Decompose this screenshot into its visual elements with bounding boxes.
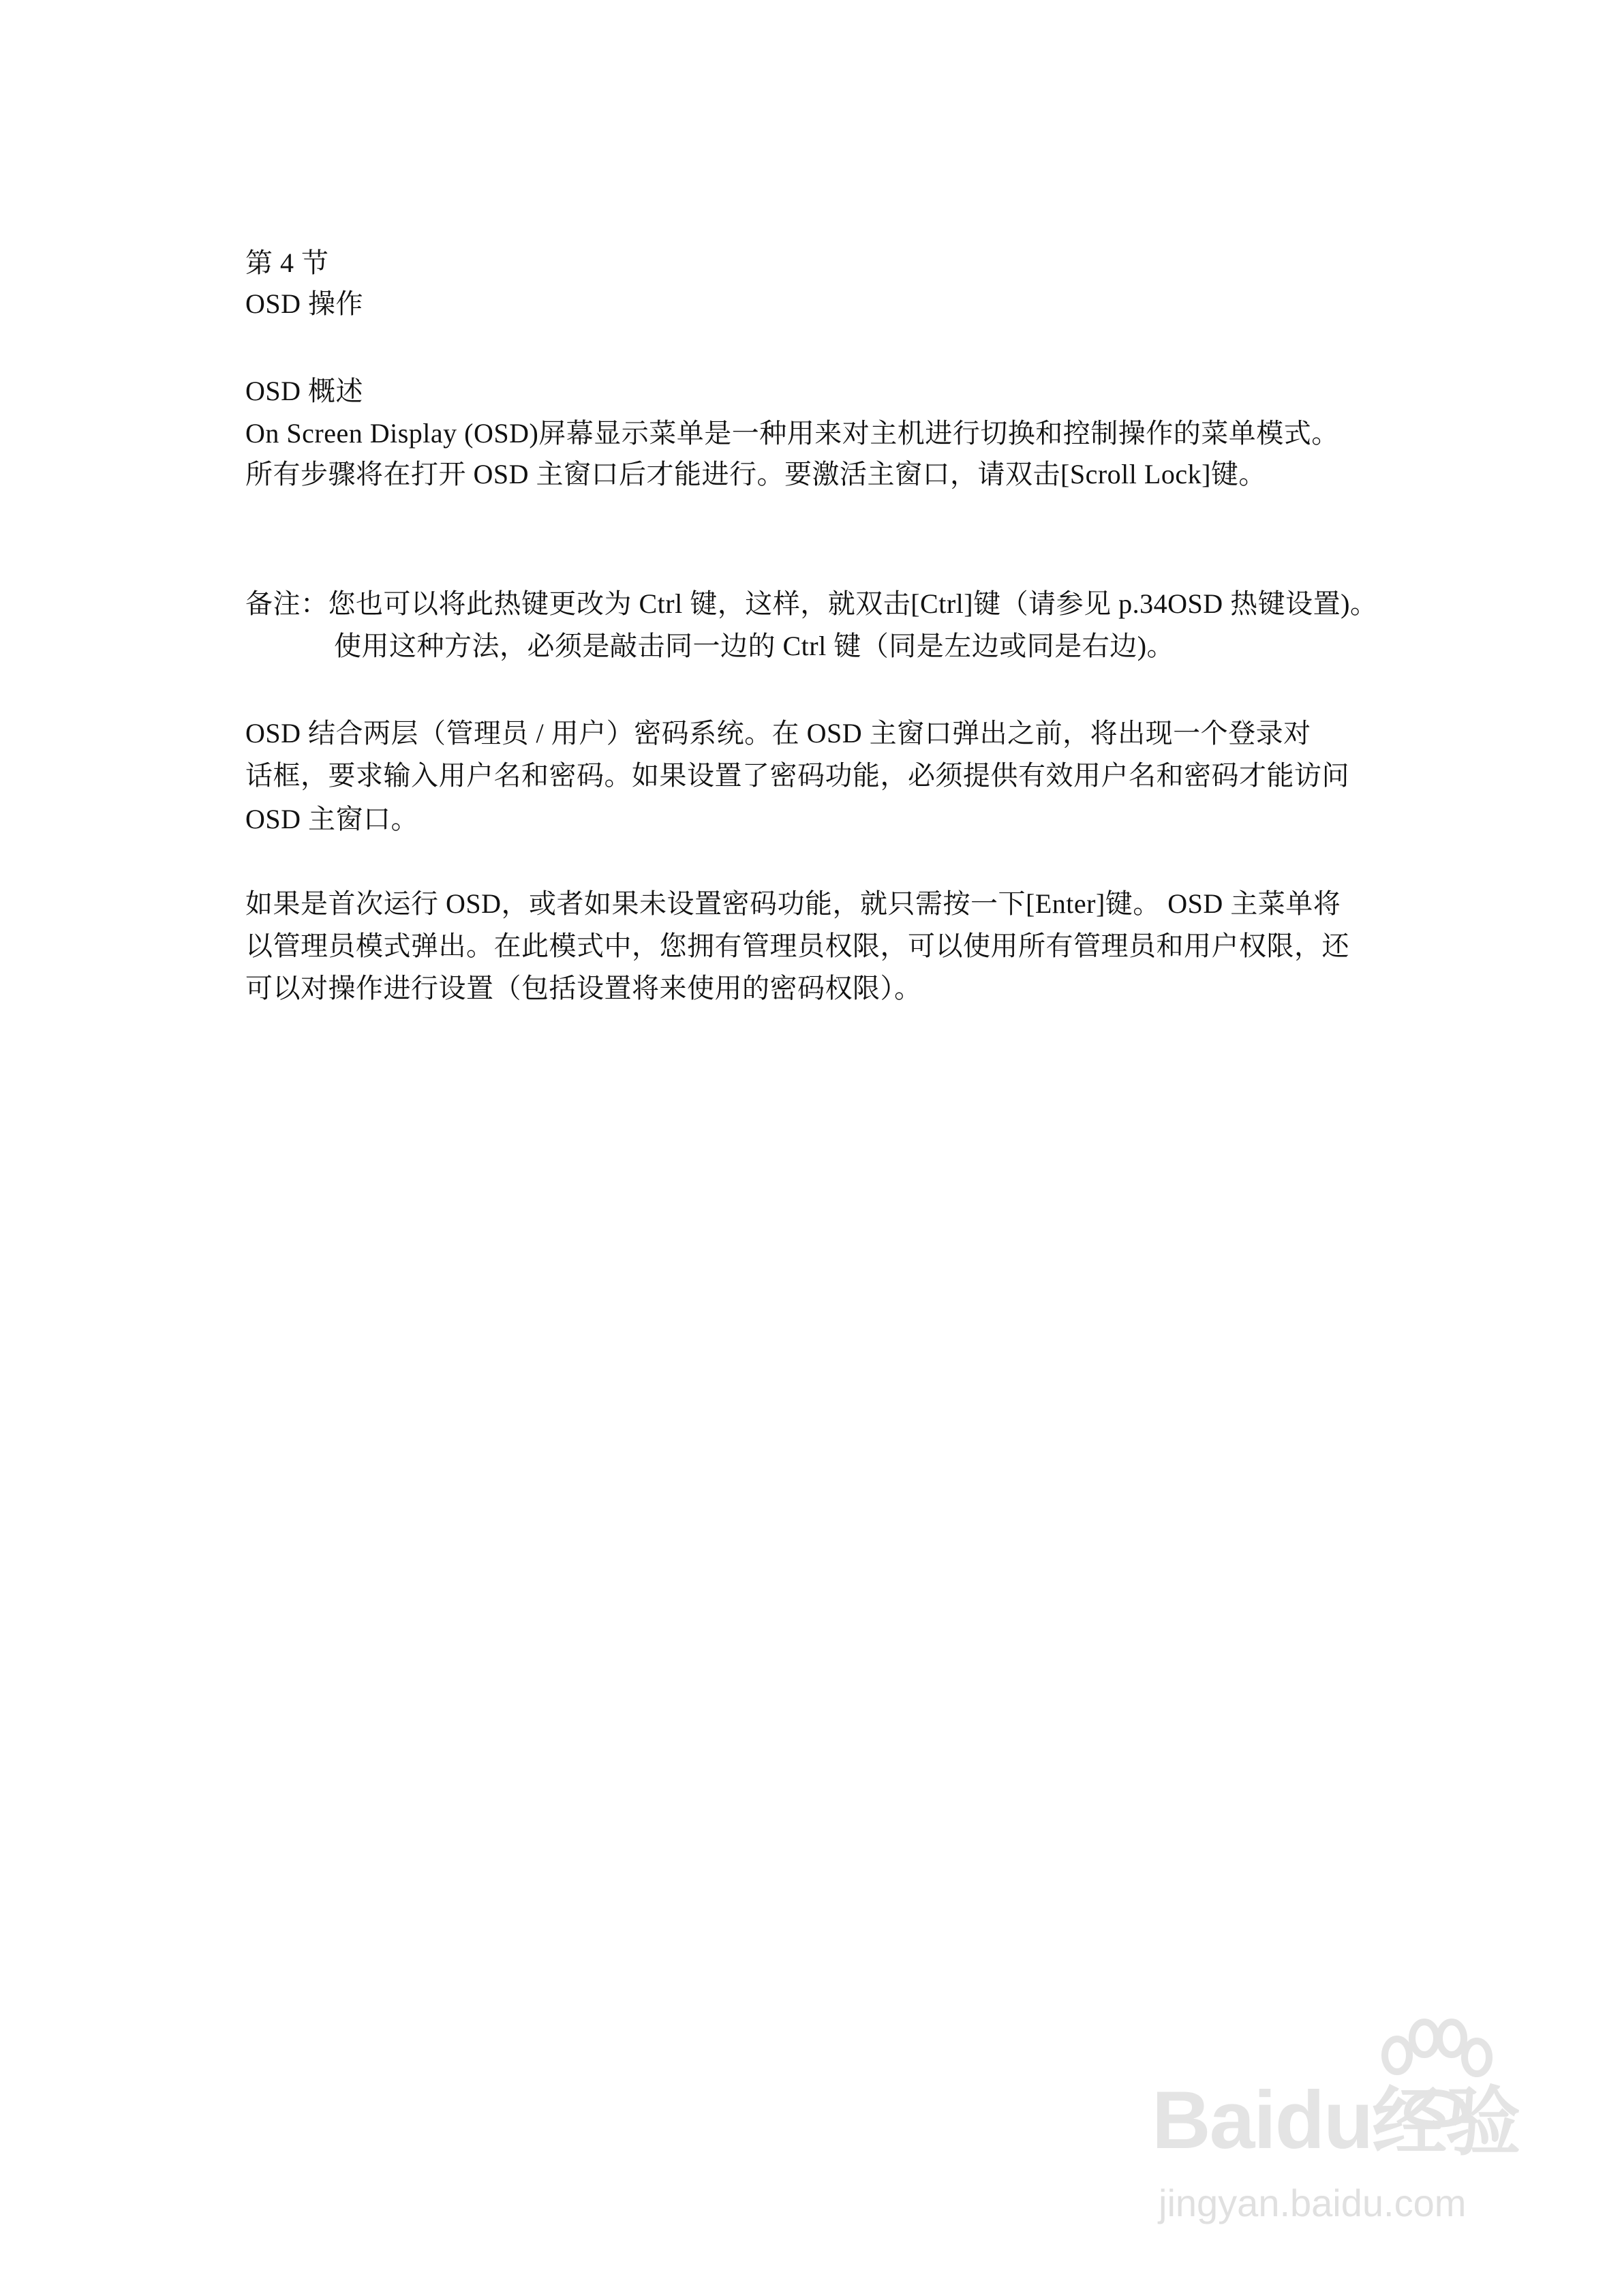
overview-line: On Screen Display (OSD)屏幕显示菜单是一种用来对主机进行切换和控制操作的菜单模式。 bbox=[245, 418, 1339, 449]
password-paragraph-line: OSD 结合两层（管理员 / 用户）密码系统。在 OSD 主窗口弹出之前，将出现一个登录对 bbox=[245, 718, 1311, 749]
watermark-logo bbox=[1152, 2072, 1519, 2171]
baidu-jingyan-watermark bbox=[1152, 2072, 1533, 2243]
watermark-site: jingyan.baidu.com bbox=[1159, 2181, 1467, 2224]
overview-line: 所有步骤将在打开 OSD 主窗口后才能进行。要激活主窗口，请双击[Scroll Lock]键。 bbox=[245, 459, 1266, 489]
first-run-paragraph-line: 以管理员模式弹出。在此模式中，您拥有管理员权限，可以使用所有管理员和用户权限，还 bbox=[245, 931, 1349, 961]
section-title: OSD 操作 bbox=[245, 288, 364, 319]
first-run-paragraph-line: 如果是首次运行 OSD，或者如果未设置密码功能，就只需按一下[Enter]键。 OSD 主菜单将 bbox=[245, 888, 1341, 919]
section-number: 第 4 节 bbox=[245, 247, 329, 278]
overview-heading: OSD 概述 bbox=[245, 376, 364, 406]
note-line: 备注：您也可以将此热键更改为 Ctrl 键，这样，就双击[Ctrl]键（请参见 p.34OSD 热键设置)。 bbox=[245, 588, 1378, 619]
logo-text-cn: 经验 bbox=[1372, 2081, 1520, 2164]
password-paragraph-line: 话框，要求输入用户名和密码。如果设置了密码功能，必须提供有效用户名和密码才能访问 bbox=[245, 760, 1349, 791]
logo-text-du: du bbox=[1274, 2074, 1373, 2166]
logo-text-bai: Bai bbox=[1152, 2074, 1275, 2166]
note-line-indented: 使用这种方法，必须是敲击同一边的 Ctrl 键（同是左边或同是右边)。 bbox=[334, 631, 1175, 661]
password-paragraph-line: OSD 主窗口。 bbox=[245, 804, 419, 834]
first-run-paragraph-line: 可以对操作进行设置（包括设置将来使用的密码权限）。 bbox=[245, 973, 922, 1003]
